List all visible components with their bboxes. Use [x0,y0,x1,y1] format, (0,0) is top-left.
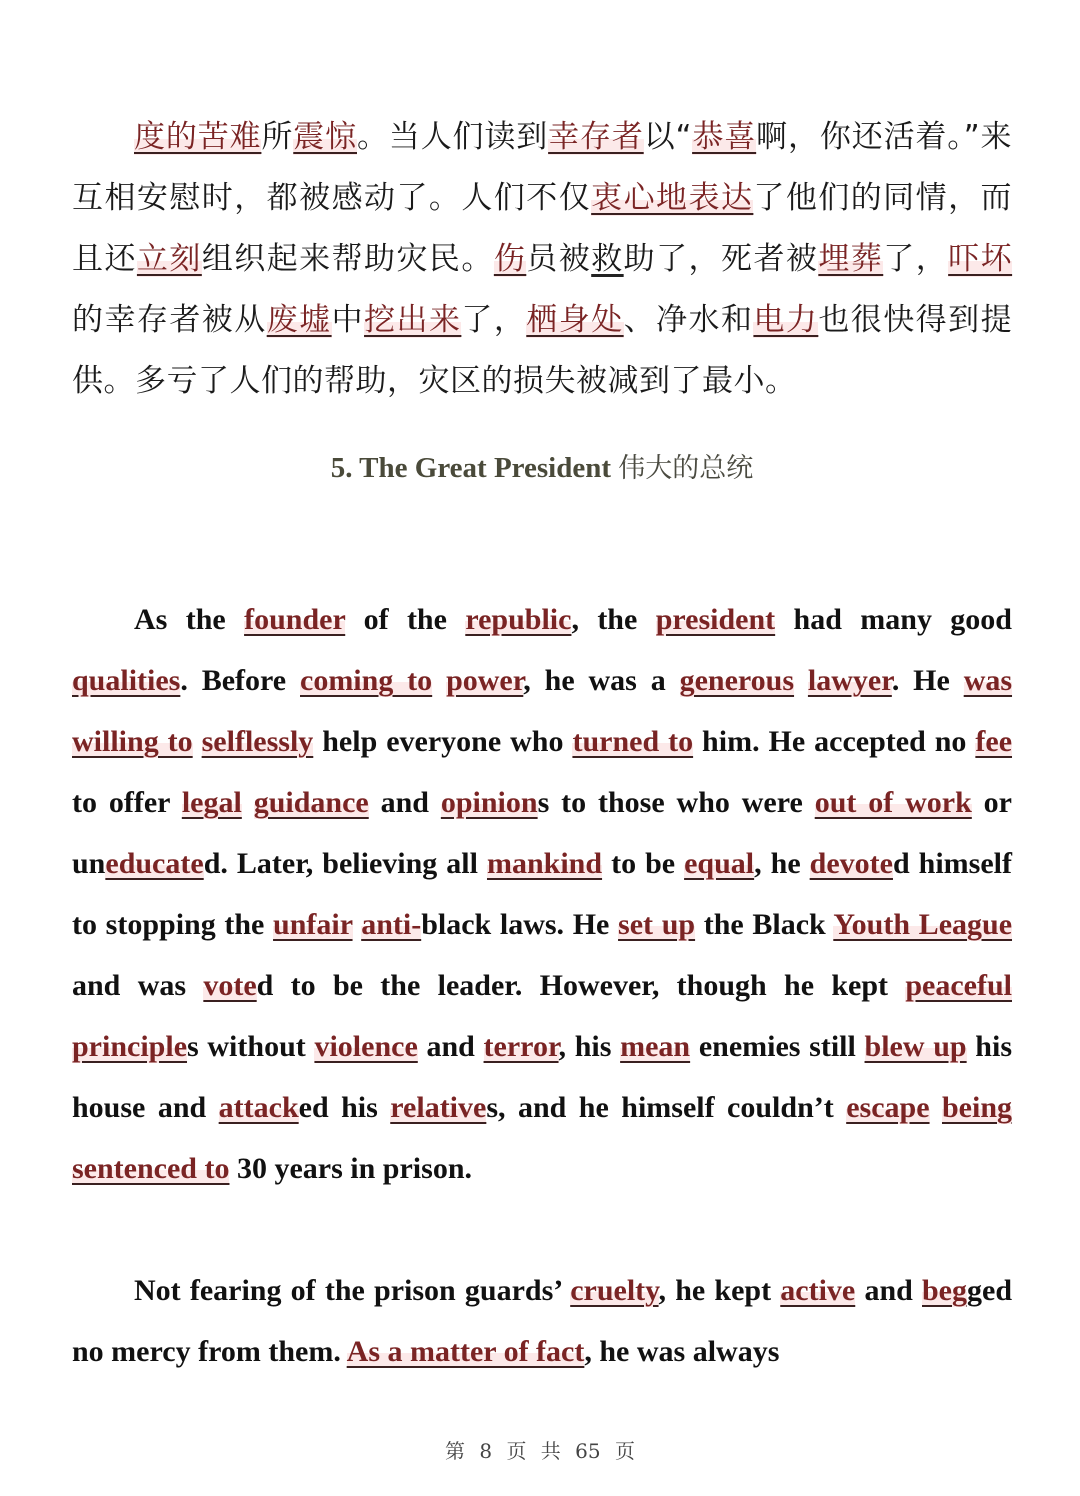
plain-text: 了， [883,241,949,277]
highlighted-vocabulary: 立刻 [136,241,202,277]
plain-text: the Black [695,908,834,941]
highlighted-vocabulary: selflessly [201,725,314,758]
highlighted-vocabulary: 幸存者 [548,119,644,155]
plain-text: him. He accepted no [693,725,976,758]
highlighted-vocabulary: escape [846,1091,930,1124]
plain-text: , his [558,1030,621,1063]
highlighted-vocabulary: out of work [814,786,972,819]
plain-text: , he was a [523,664,680,697]
plain-text: and [368,786,441,819]
highlighted-vocabulary: 衷心地表达 [591,180,754,216]
section-title-en: 5. The Great President [330,452,612,484]
plain-text: 啊，你还活着。”来互相安慰时，都被感动了。人们不仅 [72,119,1013,216]
section-title [72,446,1012,485]
highlighted-vocabulary: coming to [300,664,433,697]
highlighted-vocabulary: 度的苦难 [134,119,262,155]
highlighted-vocabulary: 伤 [493,241,527,277]
highlighted-vocabulary: principle [72,1030,188,1063]
plain-text: 了他们的同情，而且还 [72,180,1013,277]
highlighted-vocabulary: vote [203,969,257,1002]
highlighted-vocabulary: active [780,1274,856,1307]
highlighted-vocabulary: mean [620,1030,691,1063]
section-title-zh: 伟大的总统 [618,453,754,484]
highlighted-vocabulary: anti- [361,908,422,941]
plain-text: d. Later, believing all [203,847,487,880]
plain-text [930,1091,942,1124]
highlighted-vocabulary: devote [809,847,893,880]
highlighted-vocabulary: cruelty [570,1274,659,1307]
highlighted-vocabulary: Youth League [833,908,1013,941]
highlighted-vocabulary: terror [483,1030,559,1063]
highlighted-vocabulary: 恭喜 [692,119,757,155]
highlighted-vocabulary: unfair [273,908,353,941]
plain-text: . Before [180,664,300,697]
plain-text: to offer [72,786,182,819]
chinese-paragraph [72,107,1012,412]
plain-text: s to those who were [537,786,815,819]
highlighted-vocabulary: was willing to [72,664,1013,758]
highlighted-vocabulary: 挖出来 [364,302,462,338]
plain-text: 、净水和 [623,302,754,338]
plain-text: 以“ [643,119,693,155]
highlighted-vocabulary: set up [618,908,696,941]
plain-text: and [417,1030,484,1063]
highlighted-vocabulary: peaceful [905,969,1012,1002]
page-number-footer: 第 8 页 共 65 页 [445,1439,635,1463]
plain-text: d himself to stopping the [72,847,1012,941]
plain-text: , the [571,603,656,636]
highlighted-vocabulary: 栖身处 [526,302,624,338]
highlighted-vocabulary: fee [975,725,1013,758]
highlighted-vocabulary: opinion [440,786,538,819]
plain-text: As the [134,603,245,636]
highlighted-vocabulary: generous [679,664,795,697]
highlighted-vocabulary: president [655,603,776,636]
highlighted-vocabulary: beg [922,1274,967,1307]
plain-text: of the [345,603,466,636]
highlighted-vocabulary: 震惊 [293,119,357,155]
highlighted-vocabulary: legal [181,786,242,819]
plain-text: s without [187,1030,315,1063]
highlighted-vocabulary: educate [105,847,204,880]
plain-text [794,664,808,697]
highlighted-vocabulary: guidance [253,786,369,819]
plain-text: 所 [261,119,294,155]
highlighted-vocabulary: As a matter of fact [346,1335,585,1368]
plain-text: d to be the leader. However, though he kept [256,969,906,1002]
plain-text: ged no mercy from them. [72,1274,1012,1368]
highlighted-vocabulary: founder [244,603,346,636]
highlighted-vocabulary: blew up [864,1030,967,1063]
highlighted-vocabulary: lawyer [807,664,892,697]
highlighted-vocabulary: 电力 [753,302,819,338]
plain-text: 30 years in prison. [229,1152,473,1185]
plain-text: enemies still [690,1030,865,1063]
highlighted-vocabulary: qualities [72,664,181,697]
highlighted-vocabulary: equal [684,847,755,880]
plain-text: 员被 [526,241,592,277]
plain-text: Not fearing of the prison guards’ [134,1274,571,1307]
plain-text: and [855,1274,922,1307]
plain-text: and was [72,969,204,1002]
plain-text: 了， [461,302,527,338]
highlighted-vocabulary: being sentenced to [72,1091,1013,1185]
plain-text: or un [72,786,1012,880]
plain-text [353,908,362,941]
plain-text: , he [754,847,810,880]
highlighted-vocabulary: 吓坏 [948,241,1013,277]
plain-text: 。当人们读到 [357,119,549,155]
plain-text: 组织起来帮助灾民。 [201,241,494,277]
plain-text: ed his [298,1091,391,1124]
plain-text [242,786,254,819]
plain-text: had many good [775,603,1012,636]
highlighted-vocabulary: attack [218,1091,299,1124]
plain-text: , he kept [658,1274,781,1307]
highlighted-vocabulary: turned to [572,725,694,758]
plain-text: his house and [72,1030,1013,1124]
plain-text: 中 [331,302,365,338]
highlighted-vocabulary: 埋葬 [818,241,884,277]
underlined-text: 救 [591,241,624,277]
plain-text: . He [891,664,964,697]
highlighted-vocabulary: power [446,664,524,697]
plain-text: s, and he himself couldn’t [486,1091,847,1124]
highlighted-vocabulary: republic [465,603,572,636]
highlighted-vocabulary: relative [390,1091,487,1124]
english-paragraph-1 [72,589,1012,1199]
highlighted-vocabulary: mankind [486,847,603,880]
plain-text: 助了，死者被 [623,241,819,277]
plain-text [193,725,202,758]
plain-text: help everyone who [313,725,573,758]
plain-text: , he was always [584,1335,780,1368]
highlighted-vocabulary: 废墟 [266,302,332,338]
plain-text: to be [602,847,685,880]
plain-text: 也很快得到提供。多亏了人们的帮助，灾区的损失被减到了最小。 [72,302,1013,399]
plain-text [432,664,446,697]
english-paragraph-2 [72,1260,1012,1382]
plain-text: 的幸存者被从 [72,302,267,338]
highlighted-vocabulary: violence [314,1030,418,1063]
plain-text: black laws. He [421,908,619,941]
